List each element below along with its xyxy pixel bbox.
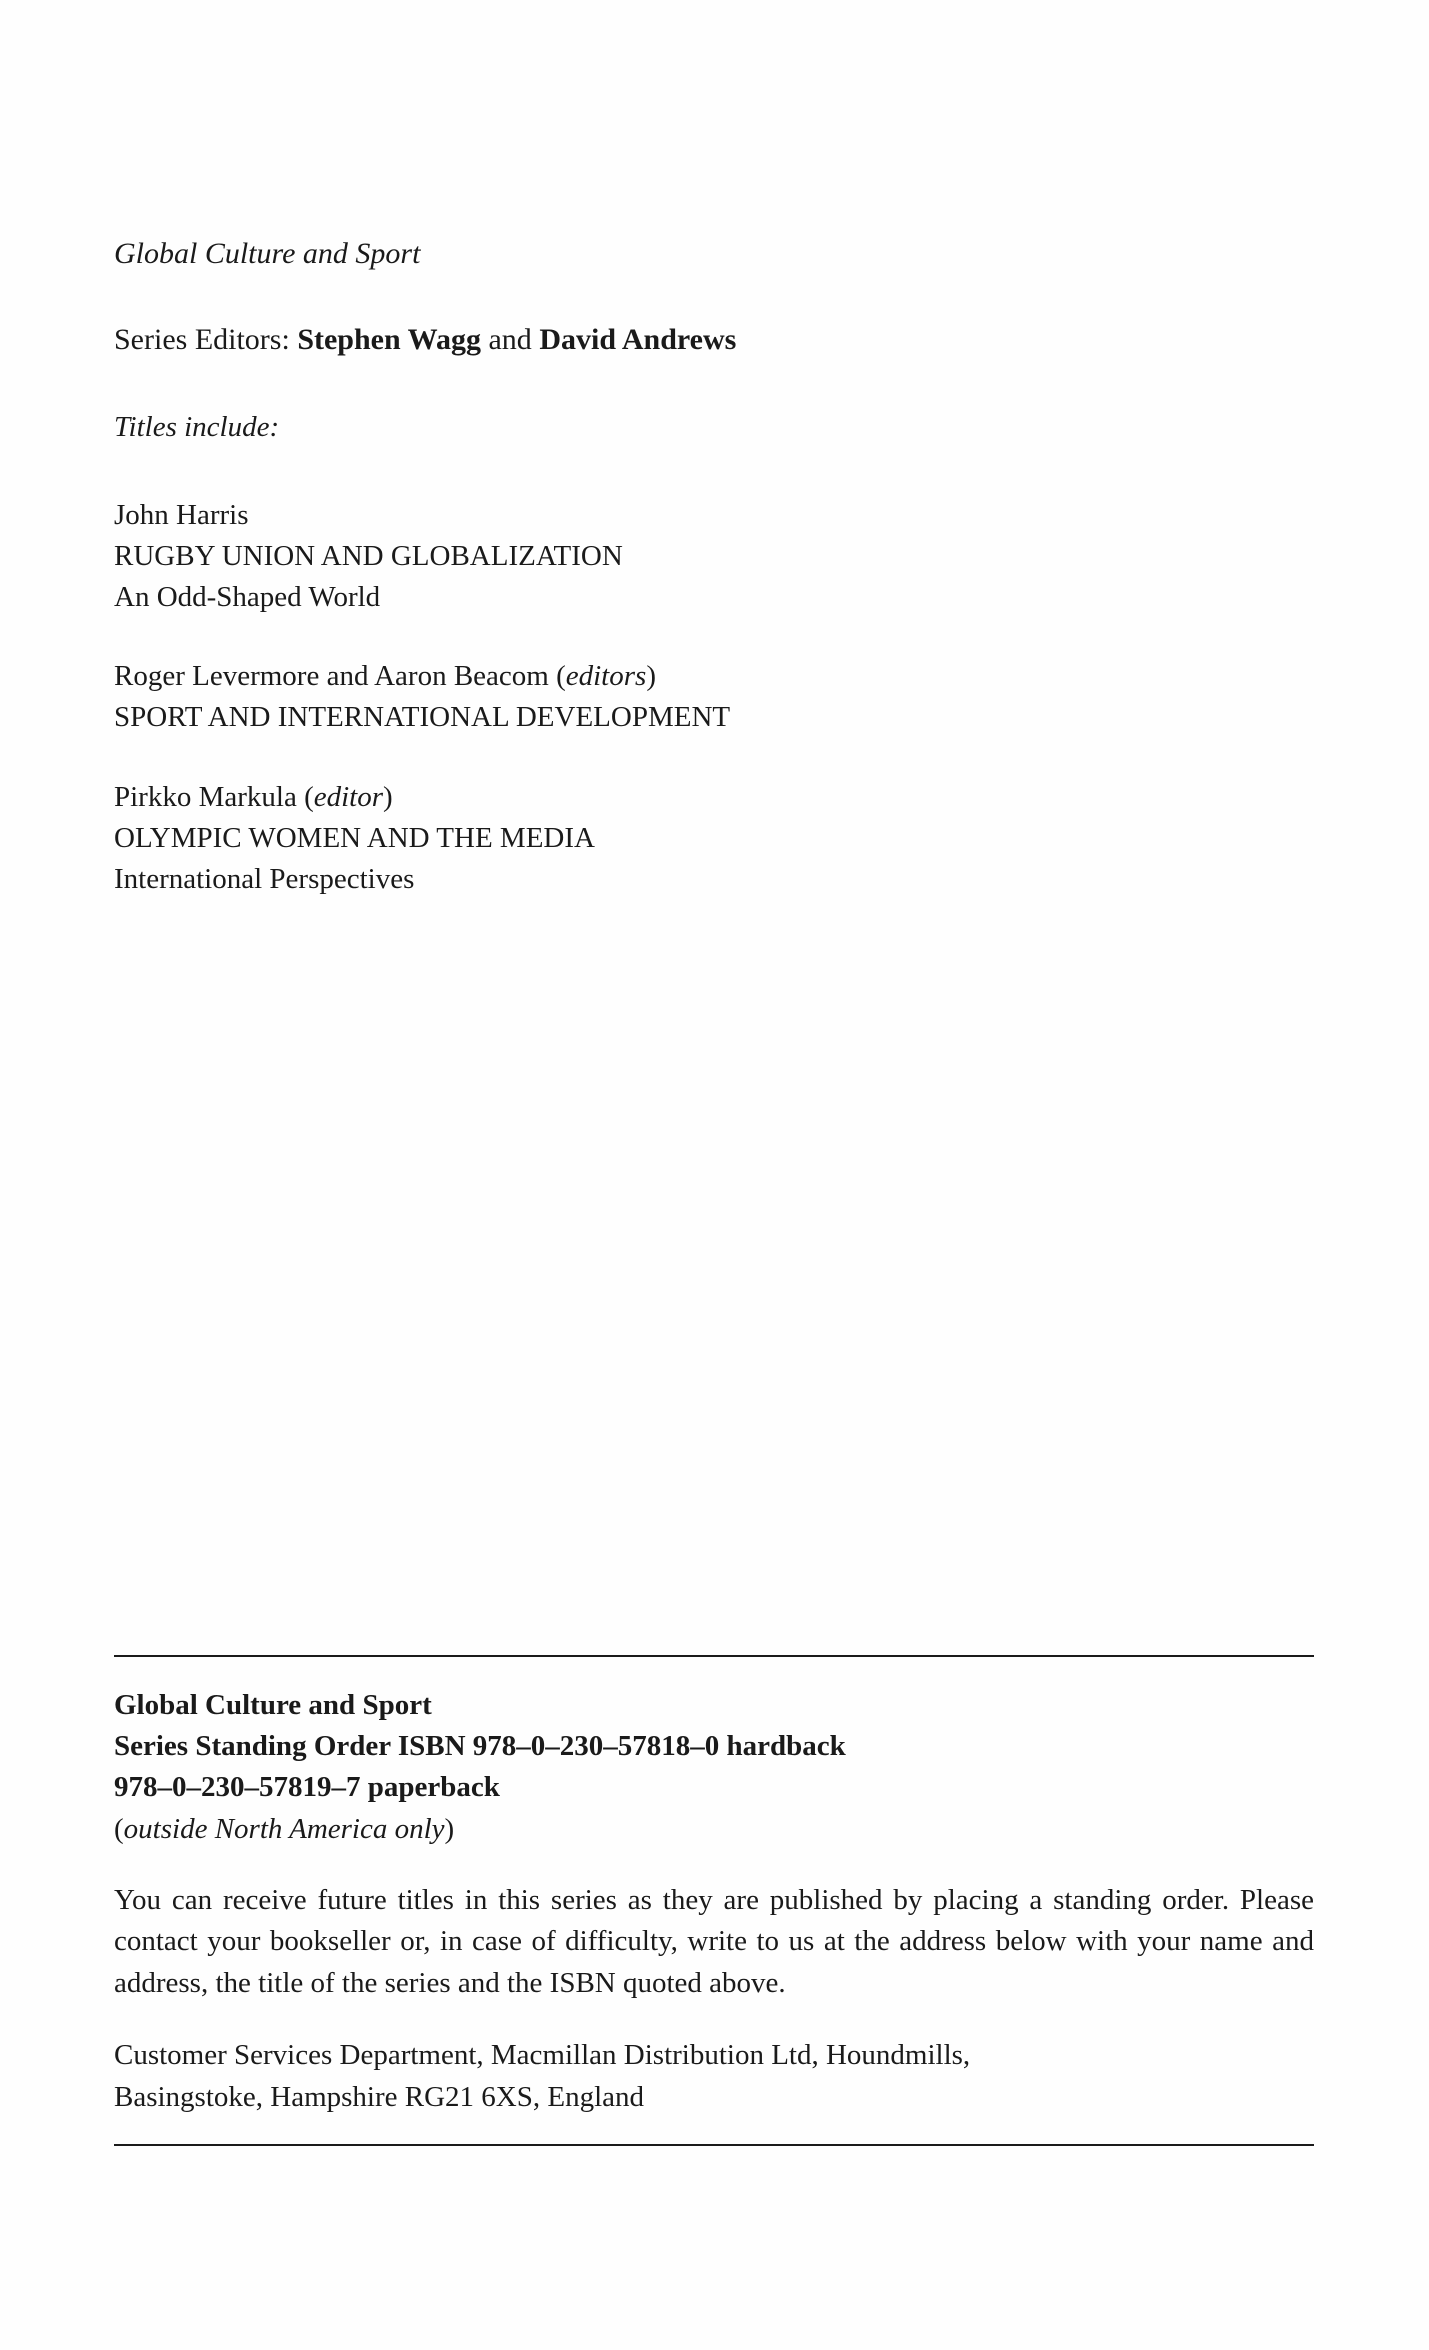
standing-order-instructions: You can receive future titles in this series as they are published by placing a standing order. Please contact your bookseller or, in case of difficulty, write to us at the address below with your name and address, the title of the series and the ISBN quoted above. — [114, 1883, 1314, 2000]
standing-order-region-note — [114, 1809, 1314, 1850]
series-title: Global Culture and Sport — [114, 237, 421, 270]
address-line-1: Customer Services Department, Macmillan Distribution Ltd, Houndmills, — [114, 2038, 971, 2071]
series-editor-name-2: David Andrews — [539, 323, 737, 356]
titles-include-label: Titles include: — [114, 411, 280, 443]
entry-title: SPORT AND INTERNATIONAL DEVELOPMENT — [114, 701, 731, 734]
standing-order-isbn-hardback: Series Standing Order ISBN 978–0–230–57818–0 hardback — [114, 1730, 846, 1763]
entry-subtitle: International Perspectives — [114, 863, 415, 895]
paren-close: ) — [444, 1812, 455, 1845]
divider-top — [114, 1655, 1314, 1657]
standing-order-block — [114, 1655, 1314, 2146]
entry-title: RUGBY UNION AND GLOBALIZATION — [114, 539, 623, 572]
series-title-entry — [114, 495, 1314, 619]
entry-author-suffix: ) — [383, 780, 393, 813]
series-editor-name-1: Stephen Wagg — [297, 323, 481, 356]
customer-services-address — [114, 2035, 1314, 2119]
standing-order-details — [114, 1685, 1314, 1850]
standing-order-series-name: Global Culture and Sport — [114, 1689, 432, 1721]
entry-author-role: editor — [313, 780, 384, 813]
entry-author-prefix: Roger Levermore and Aaron Beacom ( — [114, 660, 566, 693]
series-editors-label: Series Editors: — [114, 323, 298, 356]
entry-author — [114, 656, 1314, 697]
entry-author-prefix: Pirkko Markula ( — [114, 780, 314, 813]
series-editors — [114, 322, 1314, 358]
series-front-matter — [114, 236, 1314, 938]
entry-author-role: editors — [565, 660, 647, 693]
paren-open: ( — [114, 1812, 124, 1845]
entry-title: OLYMPIC WOMEN AND THE MEDIA — [114, 821, 595, 854]
entry-author: John Harris — [114, 498, 249, 531]
series-title-entry — [114, 777, 1314, 901]
entry-author-suffix: ) — [646, 660, 656, 693]
series-title-entry — [114, 656, 1314, 738]
address-line-2: Basingstoke, Hampshire RG21 6XS, England — [114, 2080, 645, 2113]
entry-subtitle: An Odd-Shaped World — [114, 581, 381, 614]
region-note-text: outside North America only — [123, 1812, 445, 1845]
series-editors-conjunction: and — [480, 323, 540, 356]
divider-bottom — [114, 2144, 1314, 2146]
standing-order-isbn-paperback: 978–0–230–57819–7 paperback — [114, 1771, 500, 1804]
entry-author — [114, 777, 1314, 818]
